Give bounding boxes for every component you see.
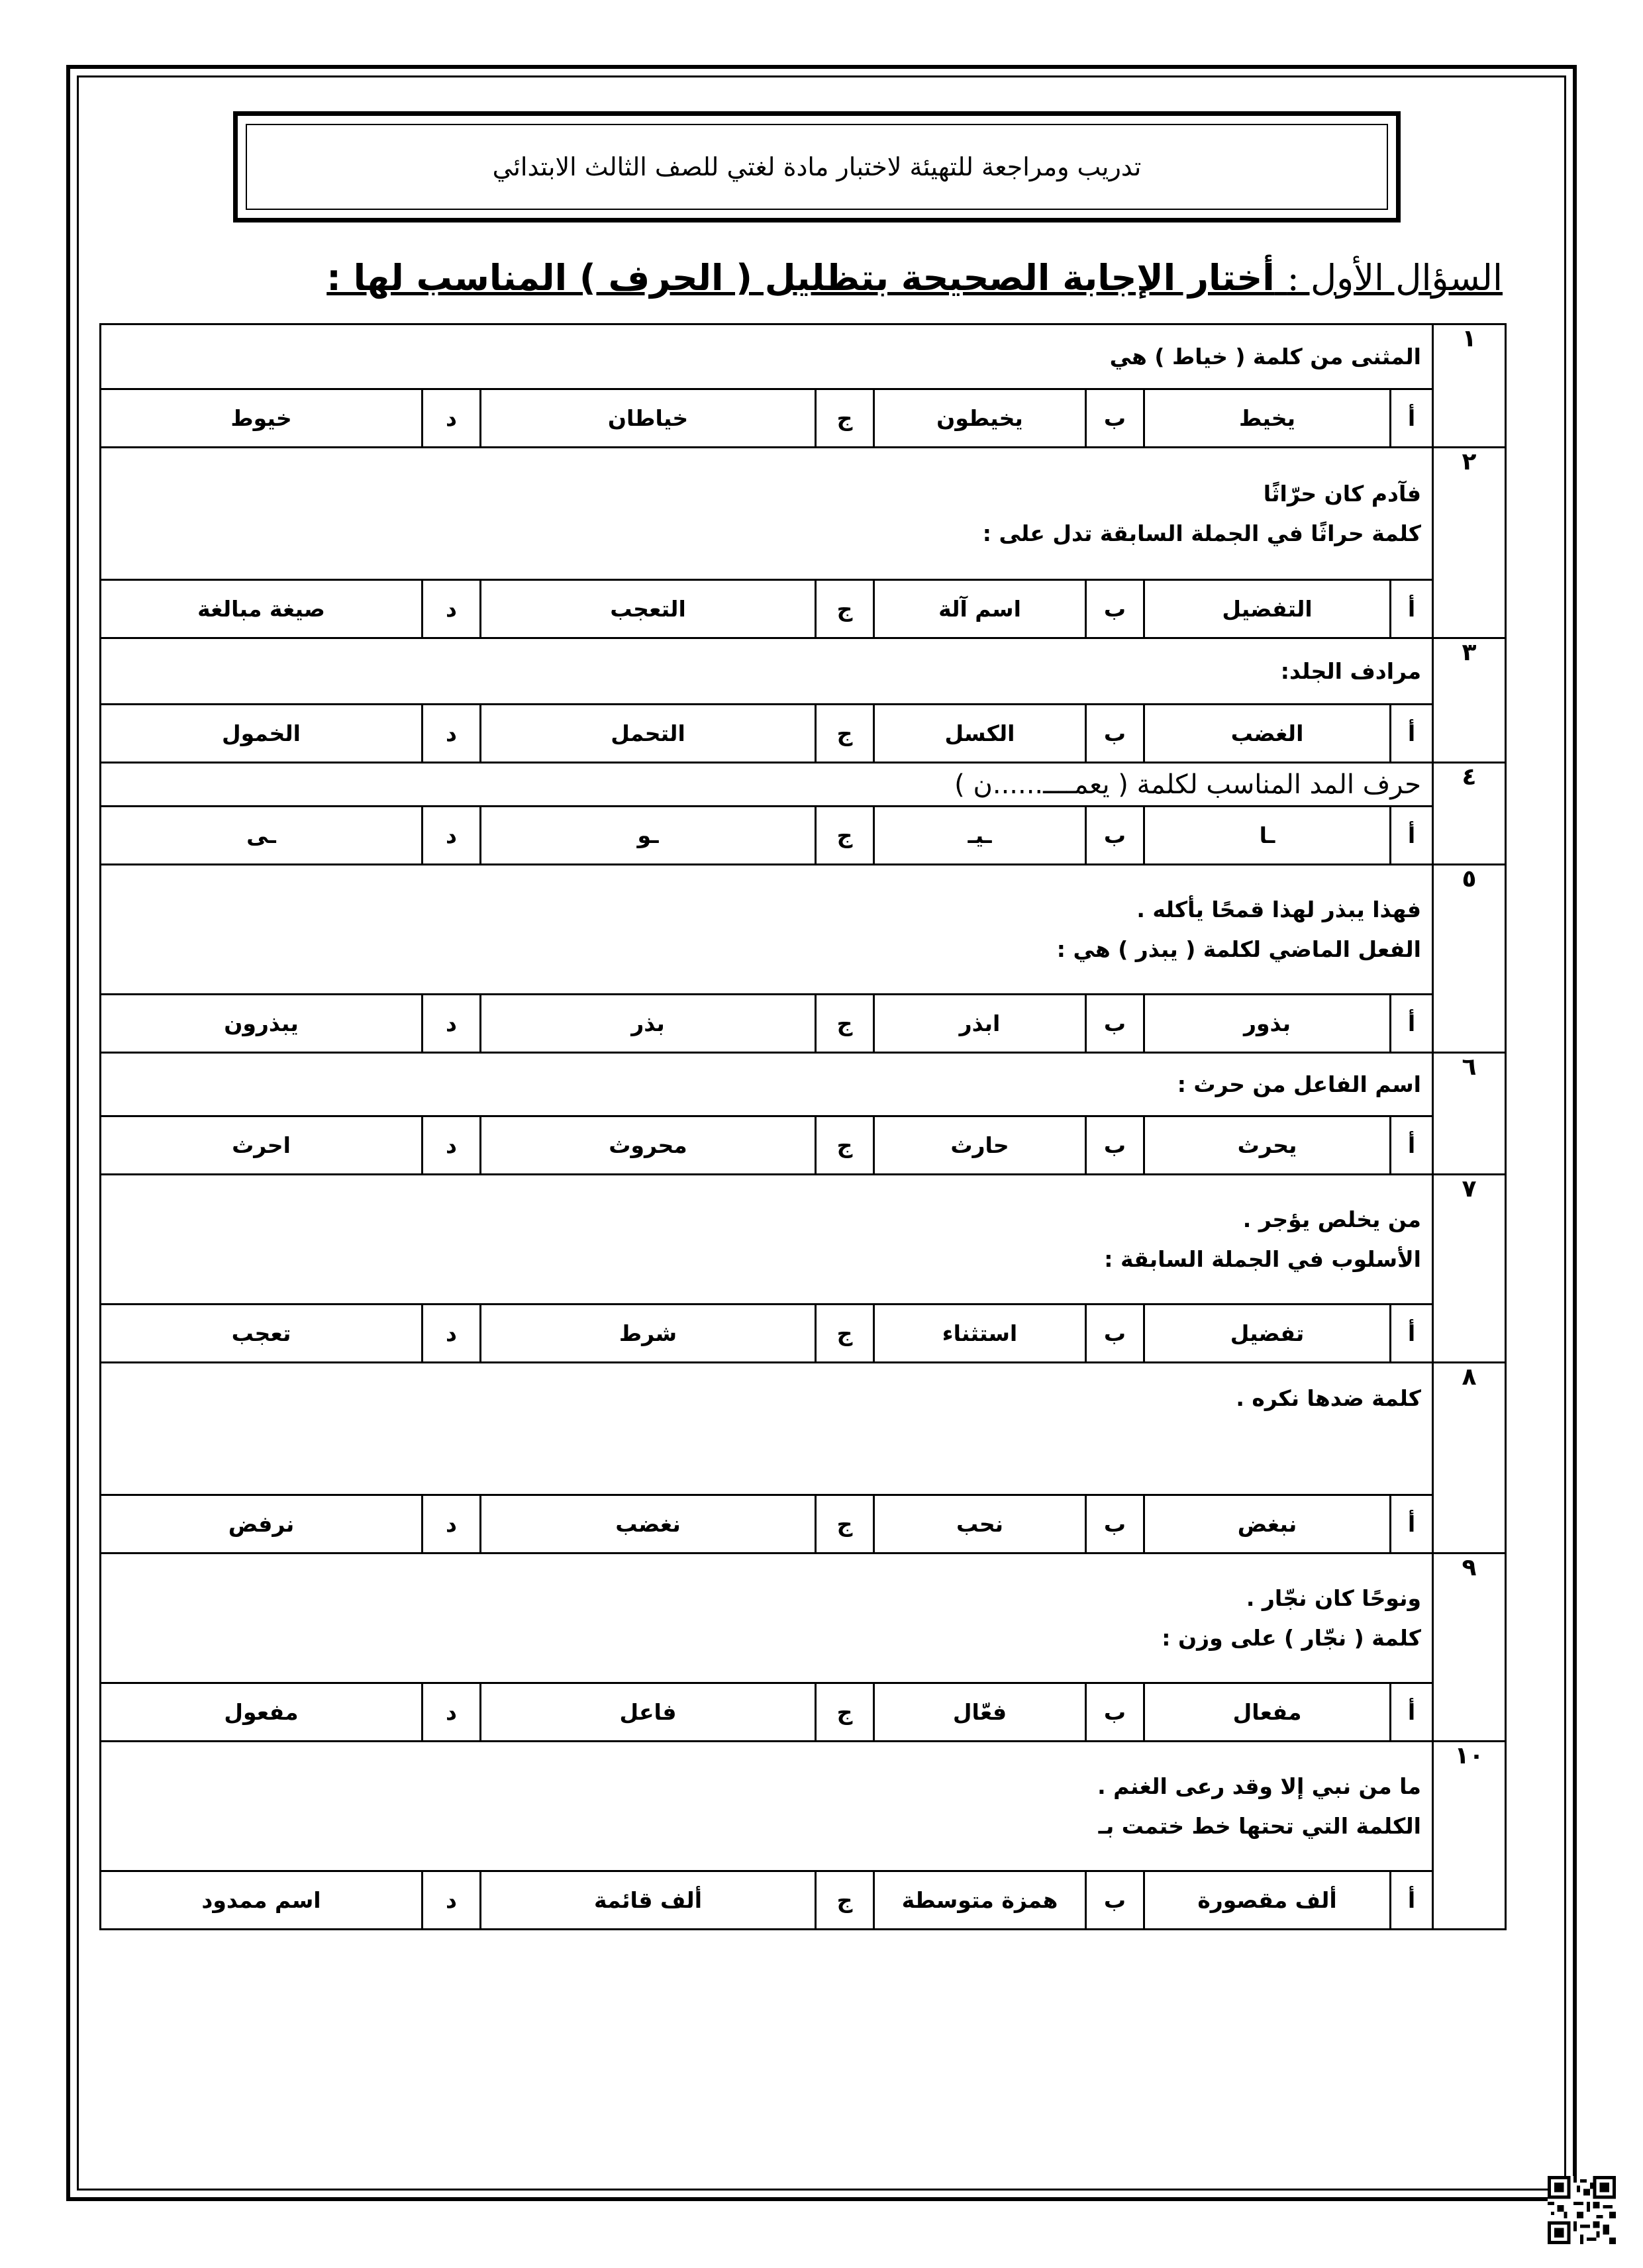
- option-c[interactable]: التعجب: [481, 580, 816, 638]
- option-letter[interactable]: ج: [816, 1116, 874, 1175]
- option-b[interactable]: نحب: [874, 1495, 1086, 1553]
- question-stem: ونوحًا كان نجّار . كلمة ( نجّار ) على وزن :: [101, 1553, 1433, 1683]
- option-d[interactable]: ـى: [101, 807, 423, 865]
- options-row: [101, 1495, 1506, 1553]
- option-letter[interactable]: ب: [1086, 1305, 1144, 1363]
- option-b[interactable]: همزة متوسطة: [874, 1871, 1086, 1930]
- option-c[interactable]: التحمل: [481, 705, 816, 763]
- option-d[interactable]: مفعول: [101, 1683, 423, 1742]
- option-letter[interactable]: د: [423, 705, 481, 763]
- option-b[interactable]: يخيطون: [874, 389, 1086, 448]
- section-instruction: أختار الإجابة الصحيحة بتظليل ( الحرف ) المناسب لها :: [326, 257, 1275, 299]
- question-number: ٨: [1433, 1363, 1506, 1553]
- options-row: [101, 1683, 1506, 1742]
- option-d[interactable]: اسم ممدود: [101, 1871, 423, 1930]
- option-letter[interactable]: أ: [1391, 1871, 1433, 1930]
- question-number: ٤: [1433, 763, 1506, 865]
- option-b[interactable]: حارث: [874, 1116, 1086, 1175]
- option-a[interactable]: بذور: [1144, 995, 1391, 1053]
- question-9: [101, 1553, 1506, 1683]
- option-b[interactable]: استثناء: [874, 1305, 1086, 1363]
- question-number: ١٠: [1433, 1742, 1506, 1930]
- option-letter[interactable]: ب: [1086, 580, 1144, 638]
- option-c[interactable]: بذر: [481, 995, 816, 1053]
- option-c[interactable]: نغضب: [481, 1495, 816, 1553]
- option-b[interactable]: الكسل: [874, 705, 1086, 763]
- option-d[interactable]: خيوط: [101, 389, 423, 448]
- option-letter[interactable]: ج: [816, 1683, 874, 1742]
- option-letter[interactable]: ج: [816, 1871, 874, 1930]
- option-letter[interactable]: د: [423, 1495, 481, 1553]
- options-row: [101, 995, 1506, 1053]
- option-letter[interactable]: أ: [1391, 705, 1433, 763]
- question-stem: فهذا يبذر لهذا قمحًا يأكله . الفعل الماضي لكلمة ( يبذر ) هي :: [101, 865, 1433, 995]
- option-c[interactable]: ألف قائمة: [481, 1871, 816, 1930]
- option-letter[interactable]: د: [423, 1305, 481, 1363]
- question-number: ١: [1433, 324, 1506, 448]
- question-10: [101, 1742, 1506, 1871]
- question-8: [101, 1363, 1506, 1495]
- options-row: [101, 580, 1506, 638]
- option-b[interactable]: ـيـ: [874, 807, 1086, 865]
- option-a[interactable]: ـا: [1144, 807, 1391, 865]
- question-stem: كلمة ضدها نكره .: [101, 1363, 1433, 1495]
- options-row: [101, 1116, 1506, 1175]
- question-3: [101, 638, 1506, 705]
- option-letter[interactable]: ب: [1086, 807, 1144, 865]
- option-d[interactable]: احرث: [101, 1116, 423, 1175]
- option-b[interactable]: ابذر: [874, 995, 1086, 1053]
- option-letter[interactable]: أ: [1391, 1116, 1433, 1175]
- option-b[interactable]: اسم آلة: [874, 580, 1086, 638]
- option-letter[interactable]: د: [423, 389, 481, 448]
- option-a[interactable]: مفعال: [1144, 1683, 1391, 1742]
- option-letter[interactable]: د: [423, 1116, 481, 1175]
- option-letter[interactable]: ج: [816, 807, 874, 865]
- option-letter[interactable]: أ: [1391, 807, 1433, 865]
- option-a[interactable]: يحرث: [1144, 1116, 1391, 1175]
- option-c[interactable]: محروث: [481, 1116, 816, 1175]
- question-6: [101, 1053, 1506, 1116]
- question-number: ٩: [1433, 1553, 1506, 1742]
- options-row: [101, 807, 1506, 865]
- option-letter[interactable]: ج: [816, 1305, 874, 1363]
- option-c[interactable]: شرط: [481, 1305, 816, 1363]
- question-7: [101, 1175, 1506, 1305]
- option-letter[interactable]: ب: [1086, 1871, 1144, 1930]
- question-number: ٦: [1433, 1053, 1506, 1175]
- section-heading: [326, 257, 1503, 299]
- option-letter[interactable]: ب: [1086, 1683, 1144, 1742]
- option-a[interactable]: يخيط: [1144, 389, 1391, 448]
- question-stem: المثنى من كلمة ( خياط ) هي: [101, 324, 1433, 389]
- option-letter[interactable]: د: [423, 1683, 481, 1742]
- option-d[interactable]: نرفض: [101, 1495, 423, 1553]
- option-letter[interactable]: ب: [1086, 995, 1144, 1053]
- option-letter[interactable]: أ: [1391, 1683, 1433, 1742]
- option-d[interactable]: صيغة مبالغة: [101, 580, 423, 638]
- option-letter[interactable]: أ: [1391, 995, 1433, 1053]
- options-row: [101, 389, 1506, 448]
- option-letter[interactable]: ج: [816, 1495, 874, 1553]
- option-letter[interactable]: ب: [1086, 1116, 1144, 1175]
- option-letter[interactable]: ج: [816, 995, 874, 1053]
- option-a[interactable]: تفضيل: [1144, 1305, 1391, 1363]
- option-letter[interactable]: ب: [1086, 389, 1144, 448]
- option-letter[interactable]: د: [423, 807, 481, 865]
- options-row: [101, 705, 1506, 763]
- option-letter[interactable]: أ: [1391, 580, 1433, 638]
- option-letter[interactable]: د: [423, 580, 481, 638]
- question-4: [101, 763, 1506, 807]
- option-letter[interactable]: ج: [816, 389, 874, 448]
- question-number: ٧: [1433, 1175, 1506, 1363]
- qr-code-icon: [1548, 2176, 1616, 2244]
- question-stem: مرادف الجلد:: [101, 638, 1433, 705]
- question-1: [101, 324, 1506, 389]
- option-d[interactable]: يبذرون: [101, 995, 423, 1053]
- questions-table: [99, 323, 1507, 1930]
- title-box: [233, 111, 1401, 222]
- question-5: [101, 865, 1506, 995]
- question-stem: من يخلص يؤجر . الأسلوب في الجملة السابقة :: [101, 1175, 1433, 1305]
- option-letter[interactable]: أ: [1391, 1305, 1433, 1363]
- question-2: [101, 448, 1506, 580]
- question-stem: فآدم كان حرّاثًا كلمة حراثًا في الجملة السابقة تدل على :: [101, 448, 1433, 580]
- option-c[interactable]: خياطان: [481, 389, 816, 448]
- option-c[interactable]: ـو: [481, 807, 816, 865]
- option-b[interactable]: فعّال: [874, 1683, 1086, 1742]
- question-number: ٣: [1433, 638, 1506, 763]
- option-a[interactable]: ألف مقصورة: [1144, 1871, 1391, 1930]
- options-row: [101, 1871, 1506, 1930]
- option-letter[interactable]: ج: [816, 580, 874, 638]
- option-a[interactable]: نبغض: [1144, 1495, 1391, 1553]
- option-letter[interactable]: د: [423, 995, 481, 1053]
- question-stem: حرف المد المناسب لكلمة ( يعمــــ......ن ): [101, 763, 1433, 807]
- option-letter[interactable]: أ: [1391, 1495, 1433, 1553]
- option-c[interactable]: فاعل: [481, 1683, 816, 1742]
- option-letter[interactable]: ب: [1086, 705, 1144, 763]
- question-number: ٥: [1433, 865, 1506, 1053]
- question-number: ٢: [1433, 448, 1506, 638]
- option-letter[interactable]: ب: [1086, 1495, 1144, 1553]
- question-stem: اسم الفاعل من حرث :: [101, 1053, 1433, 1116]
- option-letter[interactable]: د: [423, 1871, 481, 1930]
- section-lead: السؤال الأول :: [1287, 257, 1503, 299]
- option-a[interactable]: الغضب: [1144, 705, 1391, 763]
- option-d[interactable]: الخمول: [101, 705, 423, 763]
- options-row: [101, 1305, 1506, 1363]
- option-letter[interactable]: ج: [816, 705, 874, 763]
- option-a[interactable]: التفضيل: [1144, 580, 1391, 638]
- option-d[interactable]: تعجب: [101, 1305, 423, 1363]
- question-stem: ما من نبي إلا وقد رعى الغنم . الكلمة التي تحتها خط ختمت بـ: [101, 1742, 1433, 1871]
- page-title: تدريب ومراجعة للتهيئة لاختبار مادة لغتي للصف الثالث الابتدائي: [492, 152, 1142, 181]
- option-letter[interactable]: أ: [1391, 389, 1433, 448]
